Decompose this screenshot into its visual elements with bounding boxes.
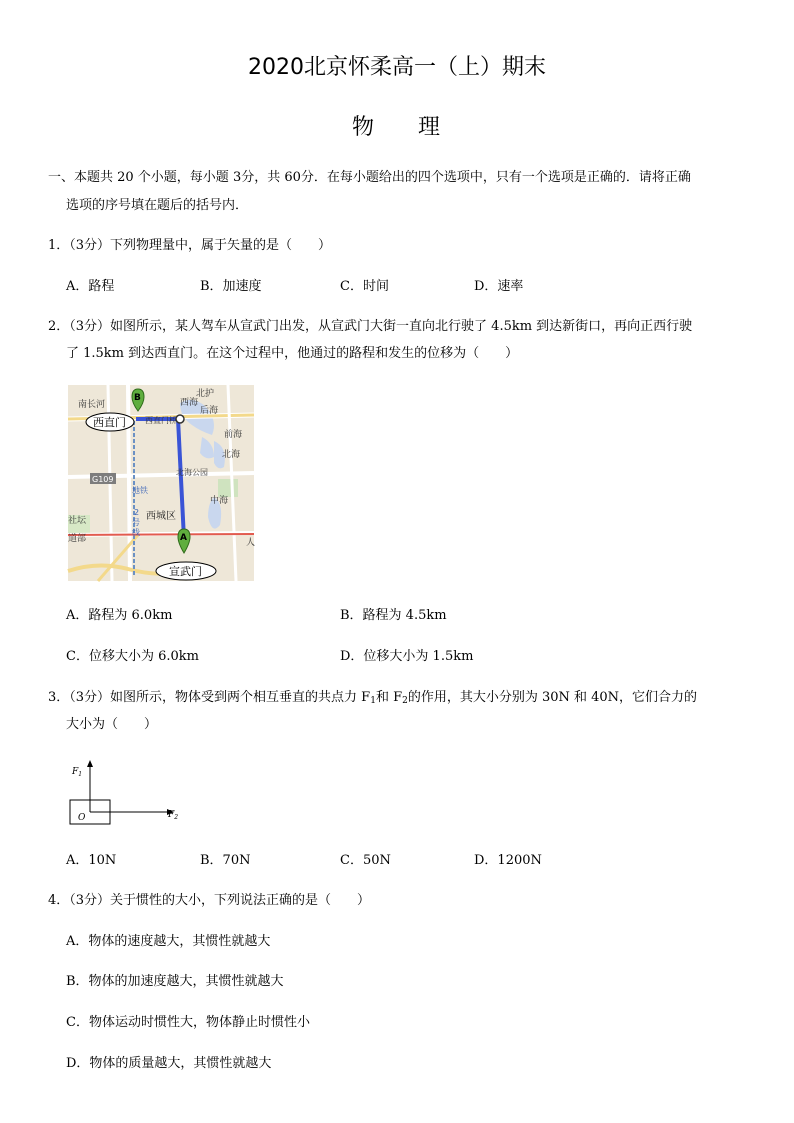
label-g109: G109 [92, 475, 114, 484]
label-xizhimen: 西直门 [93, 416, 126, 429]
label-shetan: 社坛 [68, 516, 87, 526]
label-beihaigongyuan: 北海公园 [176, 468, 208, 477]
marker-b-letter: B [134, 393, 141, 403]
marker-a-letter: A [180, 533, 187, 543]
label-xuanwumen: 宣武门 [169, 565, 202, 578]
q4-option-b: B．物体的加速度越大，其惯性就越大 [66, 974, 284, 989]
label-xihai: 西海 [180, 398, 199, 408]
subject-char-2: 理 [418, 115, 443, 140]
q3-stem-sub1: 1 [370, 696, 376, 706]
label-qianhai: 前海 [224, 430, 243, 440]
label-houhai: 后海 [200, 406, 219, 416]
label-ditie: 地铁 [132, 486, 148, 495]
section-intro-line2: 选项的序号填在题后的括号内． [66, 198, 249, 213]
q1-option-a: A．路程 [66, 279, 115, 294]
label-zhonghai: 中海 [210, 496, 229, 506]
q1-stem: 1．（3分）下列物理量中，属于矢量的是（ ） [48, 238, 332, 253]
label-ren: 人 [246, 538, 256, 548]
label-xizhimenqiao: 西直门桥 [145, 416, 177, 425]
park-area [218, 479, 238, 497]
q3-option-d: D．1200N [474, 853, 542, 868]
q3-option-c: C．50N [340, 853, 391, 868]
label-line-num: 2 [134, 508, 140, 517]
subject-char-1: 物 [351, 115, 376, 140]
q4-option-d: D．物体的质量越大，其惯性就越大 [66, 1056, 272, 1071]
force-diagram [68, 760, 188, 830]
q3-stem-mid: 和 F [375, 690, 403, 705]
label-daobu: 道部 [68, 534, 87, 544]
label-f1: $F_1$ [72, 767, 83, 778]
q3-stem-sub2: 2 [402, 696, 408, 706]
q2-option-d: D．位移大小为 1.5km [340, 649, 474, 664]
exam-title: 2020北京怀柔高一（上）期末 [248, 55, 546, 80]
label-xichengqu: 西城区 [146, 511, 176, 522]
q2-option-a: A．路程为 6.0km [66, 608, 173, 623]
q3-stem-line2: 大小为（ ） [66, 717, 158, 732]
q3-stem-line1 [48, 688, 697, 711]
subject-title [0, 110, 794, 141]
q2-option-b: B．路程为 4.5km [340, 608, 447, 623]
label-beihai: 北海 [222, 450, 241, 460]
q3-option-a: A．10N [66, 853, 117, 868]
label-xian: 线 [132, 528, 140, 537]
q2-stem-line1: 2．（3分）如图所示，某人驾车从宣武门出发，从宣武门大街一直向北行驶了 4.5km 到达新街口，再向正西行驶 [48, 319, 693, 334]
q3-option-b: B．70N [200, 853, 251, 868]
label-origin: O [78, 813, 86, 823]
route-map [68, 385, 254, 581]
label-nanchanghe: 南长河 [78, 400, 106, 410]
q1-option-b: B．加速度 [200, 279, 262, 294]
q2-option-c: C．位移大小为 6.0km [66, 649, 199, 664]
q4-option-a: A．物体的速度越大，其惯性就越大 [66, 934, 271, 949]
q3-stem-post: 的作用，其大小分别为 30N 和 40N，它们合力的 [407, 690, 698, 705]
label-hao: 号 [132, 518, 140, 527]
label-beihu: 北护 [196, 389, 215, 399]
f1-arrowhead-icon [87, 760, 93, 767]
q2-stem-line2: 了 1.5km 到达西直门。在这个过程中，他通过的路程和发生的位移为（ ） [66, 346, 519, 361]
xinjiekou-point [176, 415, 184, 423]
q1-option-d: D．速率 [474, 279, 524, 294]
q4-stem: 4．（3分）关于惯性的大小，下列说法正确的是（ ） [48, 893, 371, 908]
label-f2: $F_2$ [168, 810, 179, 821]
q3-stem-pre: 3．（3分）如图所示，物体受到两个相互垂直的共点力 F [48, 690, 371, 705]
q4-option-c: C．物体运动时惯性大，物体静止时惯性小 [66, 1015, 310, 1030]
q1-option-c: C．时间 [340, 279, 389, 294]
section-intro-line1: 一、本题共 20 个小题，每小题 3分，共 60分．在每小题给出的四个选项中，只有一个选项是正确的．请将正确 [48, 170, 691, 185]
